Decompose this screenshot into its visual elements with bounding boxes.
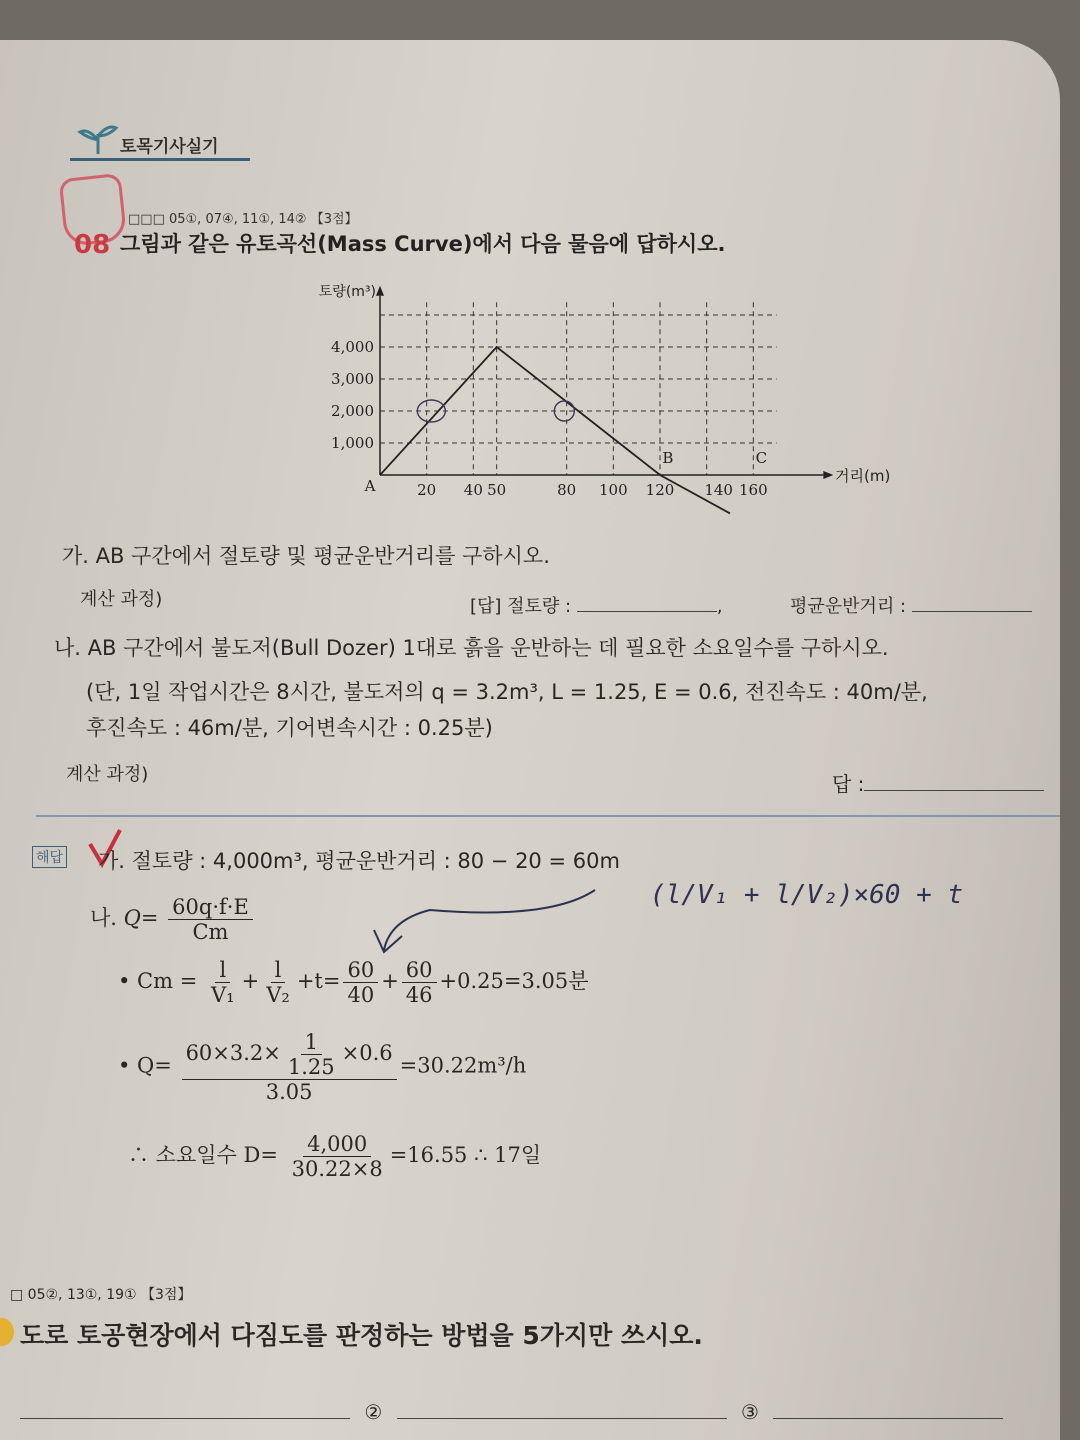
q-lhs: Q= [123,906,159,931]
q-denominator: Cm [192,920,229,945]
part-a-answer-cut: [답] 절토량 : , [470,592,723,618]
d-lhs: ∴ 소요일수 D= [128,1143,278,1168]
blank-2-label: ② [364,1400,383,1424]
cm-f4-den: 46 [405,983,433,1008]
y-tick-label: 3,000 [331,370,374,388]
question-title: 그림과 같은 유토곡선(Mass Curve)에서 다음 물음에 답하시오. [120,232,726,256]
hourly-output-formula [118,1030,526,1104]
x-tick-label: 40 [463,481,483,499]
q2-numerator [182,1030,397,1080]
required-days-formula [128,1132,541,1181]
part-a-answer-distance: 평균운반거리 : [790,592,1032,618]
next-question-meta: □ 05②, 13①, 19① 【3점】 [10,1287,192,1303]
y-tick-label: 2,000 [331,402,374,420]
q2-inner-den: 1.25 [287,1055,335,1080]
cm-lhs: • Cm = [118,969,198,994]
cm-plus-2: + [381,969,399,994]
section-divider [36,815,1060,817]
solution-b-label: 나. [90,906,117,931]
q2-inner-num: 1 [301,1030,322,1055]
cm-f1-num: l [215,958,230,983]
cm-f3-den: 40 [347,983,375,1008]
part-b-condition-2: 후진속도 : 46m/분, 기어변속시간 : 0.25분) [86,716,493,740]
point-label-c: C [755,449,768,467]
cm-f2-num: l [271,958,286,983]
d-numerator: 4,000 [303,1132,371,1157]
q-fraction [168,895,253,944]
x-tick-label: 120 [645,481,675,499]
x-tick-label: 80 [557,481,577,499]
d-denominator: 30.22×8 [291,1157,383,1182]
part-b-calc-label: 계산 과정) [66,764,149,785]
question-number: 08 [74,230,111,260]
x-tick-label: 20 [417,481,437,499]
next-question-title: 도로 토공현장에서 다짐도를 판정하는 방법을 5가지만 쓰시오. [20,1321,703,1350]
answer-blanks [20,1400,1060,1424]
question-meta: □□□ 05①, 07④, 11①, 14② 【3점】 [128,212,358,227]
cm-result: +0.25=3.05분 [439,969,589,994]
y-tick-label: 1,000 [331,434,374,452]
solution-q-formula [90,895,256,944]
point-label-a: A [364,477,376,495]
handwritten-arrow-icon [370,880,600,960]
x-axis-arrow [823,471,833,479]
mass-curve-chart [300,280,891,530]
header-underline [70,158,250,161]
q-numerator: 60q·f·E [168,895,253,920]
q2-num-b: ×0.6 [341,1041,393,1066]
q2-num-a: 60×3.2× [185,1041,281,1066]
cm-f3-num: 60 [343,958,378,983]
x-tick-label: 160 [739,481,768,499]
q2-result: =30.22m³/h [399,1053,527,1078]
cycle-time-formula [118,958,589,1007]
q2-denominator: 3.05 [265,1080,313,1105]
solution-part-a: 가. 절토량 : 4,000m³, 평균운반거리 : 80 − 20 = 60m [98,849,620,873]
book-title: 토목기사실기 [120,137,219,157]
d-result: =16.55 ∴ 17일 [389,1143,542,1168]
y-axis-arrow [376,286,384,296]
part-b-answer: 답 : [832,768,1044,797]
part-a-question: 가. AB 구간에서 절토량 및 평균운반거리를 구하시오. [62,544,550,568]
part-b-question: 나. AB 구간에서 불도저(Bull Dozer) 1대로 흙을 운반하는 데 필요한 소요일수를 구하시오. [54,636,889,660]
point-label-b: B [662,449,674,467]
part-a-calc-label: 계산 과정) [80,589,163,610]
part-b-condition-1: (단, 1일 작업시간은 8시간, 불도저의 q = 3.2m³, L = 1.25, E = 0.6, 전진속도 : 40m/분, [86,680,928,704]
x-tick-label: 100 [599,481,628,499]
sprout-icon [78,120,118,156]
cm-f2-den: V₂ [266,983,290,1008]
cm-f1-den: V₁ [211,983,235,1008]
solution-tag: 해답 [32,846,67,868]
x-tick-label: 50 [487,481,507,499]
x-tick-label: 140 [704,481,733,499]
cm-t: +t= [296,969,341,994]
y-tick-label: 4,000 [331,338,374,356]
cm-f4-num: 60 [402,958,437,983]
cm-plus: + [241,969,260,994]
x-axis-label: 거리(m) [835,467,891,485]
q2-lhs: • Q= [118,1053,172,1078]
handwritten-note: (l/V₁ + l/V₂)×60 + t [650,880,964,910]
blank-3-label: ③ [741,1400,759,1424]
y-axis-label: 토량(m³) [318,284,376,301]
